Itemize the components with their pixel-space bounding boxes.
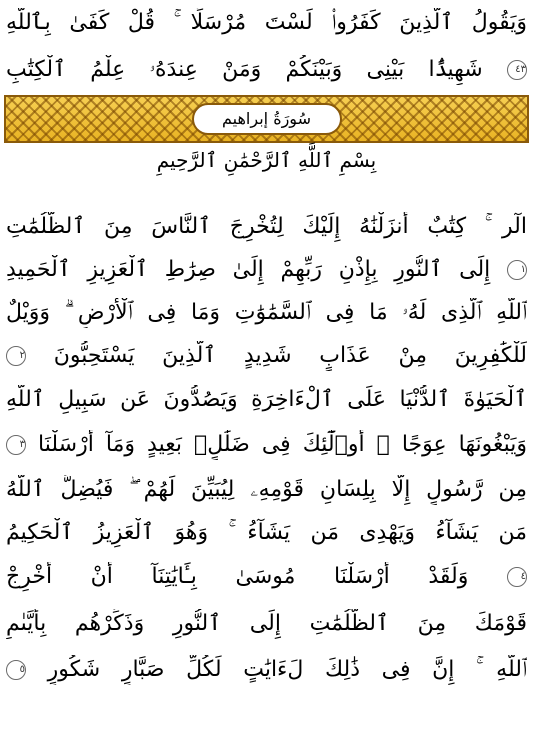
verse-text: وَلَقَدْ أَرْسَلْنَا مُوسَىٰ بِـَٔايَٰتِنَآ أَنْ أَخْرِجْ: [6, 564, 469, 589]
verse-line: [6, 518, 527, 548]
verse-text: ٱلْحَيَوٰةَ ٱلدُّنْيَا عَلَى ٱلْءَاخِرَةِ وَيَصُدُّونَ عَن سَبِيلِ ٱللَّهِ: [6, 387, 527, 412]
verse-line: [6, 55, 527, 85]
surah-header-banner: [4, 95, 529, 143]
verse-line: [6, 212, 527, 242]
verse-line: [6, 341, 527, 371]
verse-text: قَوْمَكَ مِنَ ٱلظُّلُمَٰتِ إِلَى ٱلنُّورِ وَذَكِّرْهُم بِأَيَّىٰمِ: [6, 611, 527, 636]
verse-text: شَهِيدًۢا بَيْنِى وَبَيْنَكُمْ وَمَنْ عِندَهُۥ عِلْمُ ٱلْكِتَٰبِ: [6, 57, 483, 82]
verse-line: [6, 430, 527, 460]
verse-text: مَن يَشَآءُ وَيَهْدِى مَن يَشَآءُ ۚ وَهُوَ ٱلْعَزِيزُ ٱلْحَكِيمُ: [6, 520, 527, 545]
verse-line: [6, 255, 527, 285]
verse-text: ٱللَّهِ ٱلَّذِى لَهُۥ مَا فِى ٱلسَّمَٰوَٰتِ وَمَا فِى ٱلْأَرْضِ ۗ وَوَيْلٌ: [6, 300, 527, 325]
ayah-marker: ٥: [6, 660, 26, 680]
verse-line: [6, 562, 527, 592]
ayah-marker: ٣: [6, 435, 26, 455]
verse-line: [6, 609, 527, 639]
verse-line: [6, 8, 527, 38]
surah-title: سُورَةُ إبراهيم: [192, 103, 342, 135]
verse-text: وَيَقُولُ ٱلَّذِينَ كَفَرُوا۟ لَسْتَ مُرْسَلًا ۚ قُلْ كَفَىٰ بِٱللَّهِ: [6, 10, 527, 35]
verse-line: [6, 298, 527, 328]
verse-text: وَيَبْغُونَهَا عِوَجًا ۚ أُو۟لَٰٓئِكَ فِى ضَلَٰلٍۭ بَعِيدٍ وَمَآ أَرْسَلْنَا: [38, 432, 527, 457]
ayah-marker: ٤: [507, 567, 527, 587]
verse-text: الٓر ۚ كِتَٰبٌ أَنزَلْنَٰهُ إِلَيْكَ لِتُخْرِجَ ٱلنَّاسَ مِنَ ٱلظُّلُمَٰتِ: [6, 214, 527, 239]
basmala: بِسْمِ ٱللَّهِ ٱلرَّحْمَٰنِ ٱلرَّحِيمِ: [156, 148, 377, 172]
verse-text: إِلَى ٱلنُّورِ بِإِذْنِ رَبِّهِمْ إِلَىٰ صِرَٰطِ ٱلْعَزِيزِ ٱلْحَمِيدِ: [6, 257, 491, 282]
verse-text: مِن رَّسُولٍ إِلَّا بِلِسَانِ قَوْمِهِۦ لِيُبَيِّنَ لَهُمْ ۖ فَيُضِلُّ ٱللَّهُ: [6, 477, 527, 502]
verse-text: لِّلْكَٰفِرِينَ مِنْ عَذَابٍ شَدِيدٍ ٱلَّذِينَ يَسْتَحِبُّونَ: [53, 343, 527, 368]
verse-line: [6, 475, 527, 505]
ayah-marker: ٤٣: [507, 60, 527, 80]
ayah-marker: ١: [507, 260, 527, 280]
verse-line: [6, 655, 527, 685]
verse-text: ٱللَّهِ ۚ إِنَّ فِى ذَٰلِكَ لَءَايَٰتٍ لِّكُلِّ صَبَّارٍ شَكُورٍ: [47, 657, 527, 682]
ayah-marker: ٢: [6, 346, 26, 366]
verse-line: [6, 385, 527, 415]
